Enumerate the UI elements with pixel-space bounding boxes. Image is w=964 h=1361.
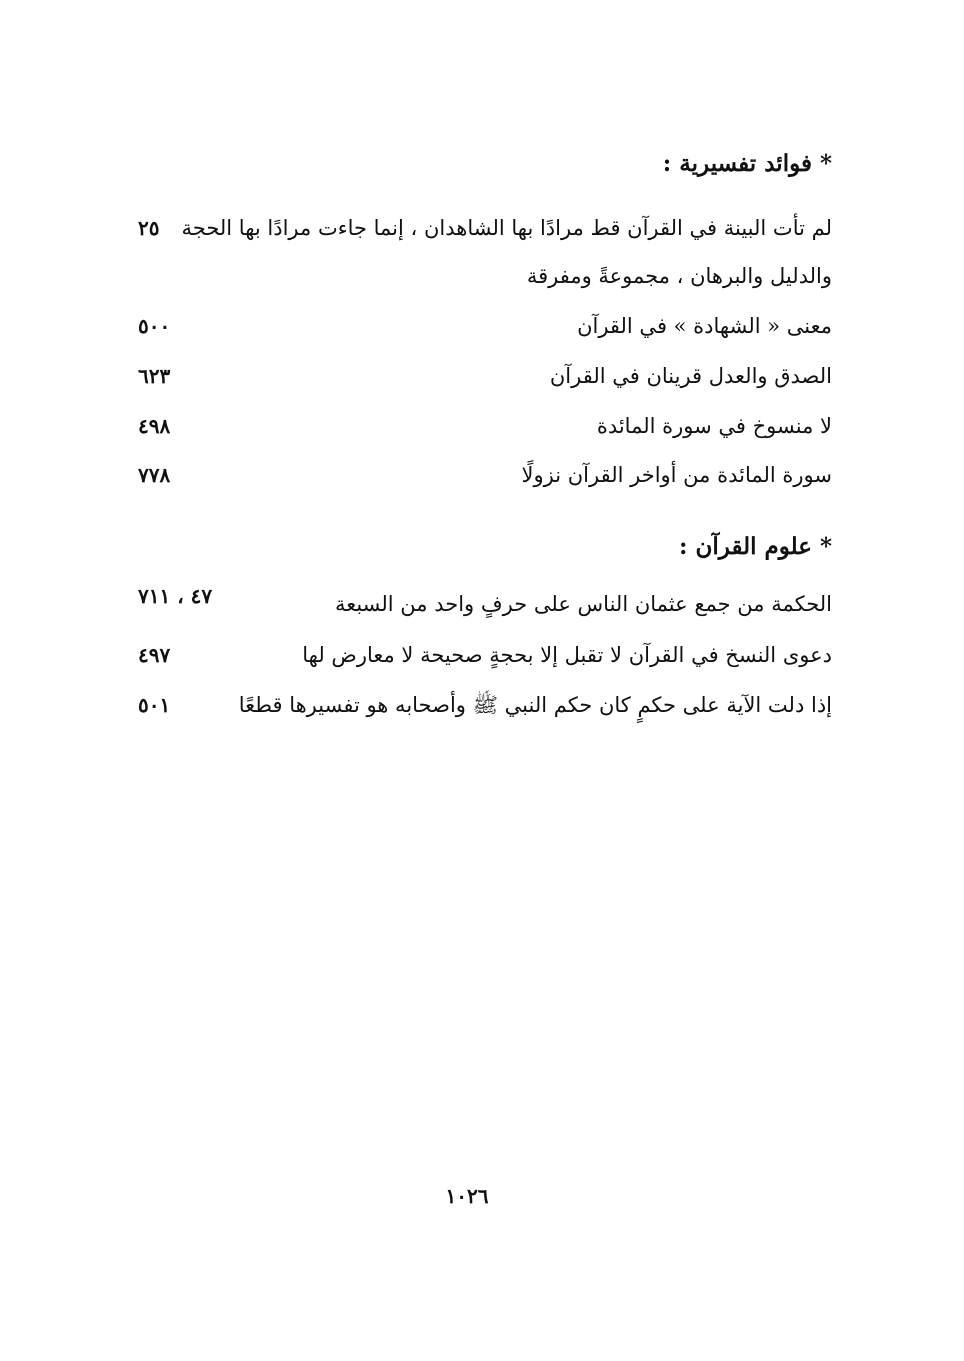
entry-page-number: ٦٢٣ [138,364,171,388]
entry-page-number: ٥٠١ [138,693,171,717]
entry-text: لم تأت البينة في القرآن قط مرادًا بها الشاهدان ، إنما جاءت مرادًا بها الحجة [181,216,832,240]
entry-page-number: ٥٠٠ [138,314,171,338]
entry-text: لا منسوخ في سورة المائدة [596,414,832,438]
entry-text: الحكمة من جمع عثمان الناس على حرفٍ واحد من السبعة [334,592,832,616]
entry-text: معنى « الشهادة » في القرآن [577,314,832,338]
entry-page-number: ٤٧ ، ٧١١ [138,584,213,608]
entry-text: إذا دلت الآية على حكمٍ كان حكم النبي ﷺ وأصحابه هو تفسيرها قطعًا [238,693,832,717]
entry-page-number: ٤٩٧ [138,643,171,667]
section-heading: * فوائد تفسيرية : [662,150,832,177]
entry-text: سورة المائدة من أواخر القرآن نزولًا [521,463,832,487]
entry-page-number: ٧٧٨ [138,463,171,487]
entry-text: الصدق والعدل قرينان في القرآن [549,364,832,388]
page-number: ١٠٢٦ [445,1184,489,1208]
entry-text: دعوى النسخ في القرآن لا تقبل إلا بحجةٍ صحيحة لا معارض لها [302,643,832,667]
entry-page-number: ٢٥ [138,216,160,240]
entry-page-number: ٤٩٨ [138,414,171,438]
section-heading: * علوم القرآن : [678,533,832,560]
entry-text-continuation: والدليل والبرهان ، مجموعةً ومفرقة [526,264,832,288]
